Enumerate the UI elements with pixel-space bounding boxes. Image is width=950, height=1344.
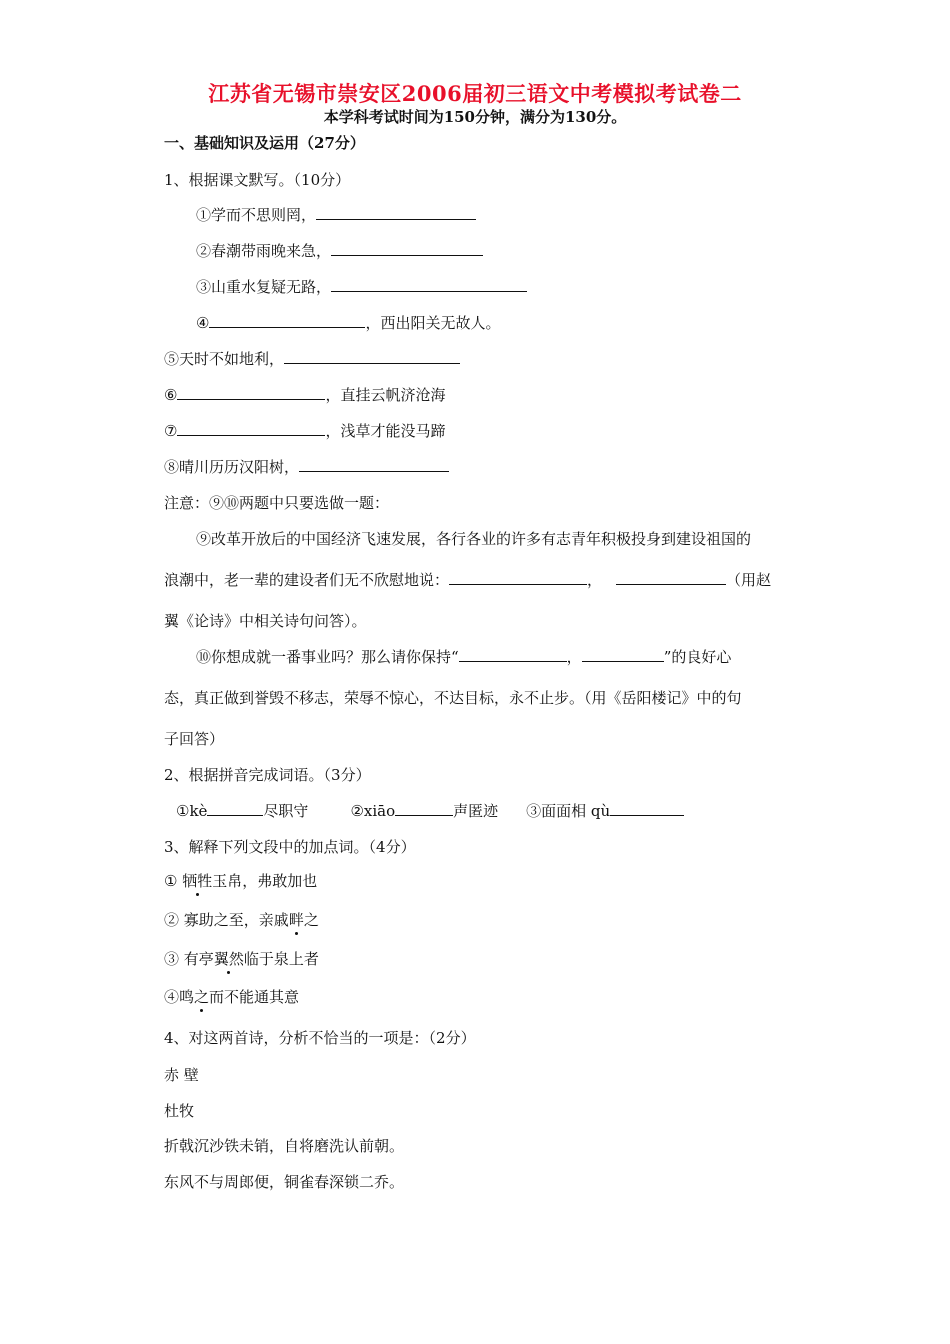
answer-blank[interactable] bbox=[449, 570, 587, 585]
q2-items: ①kè 尽职守 ②xiāo 声匿迹 ③面面相 qù bbox=[176, 801, 684, 821]
answer-blank[interactable] bbox=[177, 421, 325, 436]
dotted-word: 牺牲 bbox=[182, 872, 213, 890]
answer-blank[interactable] bbox=[331, 277, 527, 292]
section-heading: 一、基础知识及运用（27分） bbox=[164, 134, 365, 152]
answer-blank[interactable] bbox=[582, 647, 664, 662]
answer-blank[interactable] bbox=[299, 457, 449, 472]
dotted-word: 翼然 bbox=[213, 950, 244, 968]
q10-line-3: 子回答） bbox=[164, 730, 225, 748]
answer-blank[interactable] bbox=[284, 349, 460, 364]
answer-blank[interactable] bbox=[610, 801, 684, 816]
q10-line-2: 态，真正做到誉毁不移志，荣辱不惊心，不达目标，永不止步。（用《岳阳楼记》中的句 bbox=[164, 689, 742, 707]
q9-line-3: 翼《论诗》中相关诗句问答）。 bbox=[164, 612, 367, 630]
q10-line-1: ⑩你想成就一番事业吗？那么请你保持“ ， ”的良好心 bbox=[196, 648, 732, 666]
q2-heading: 2、根据拼音完成词语。（3分） bbox=[164, 766, 371, 784]
q3-item-4: ④鸣之而不能通其意 bbox=[164, 988, 300, 1006]
q9-line-1: ⑨改革开放后的中国经济飞速发展，各行各业的许多有志青年积极投身到建设祖国的 bbox=[196, 530, 752, 548]
poem-title: 赤 壁 bbox=[164, 1066, 199, 1084]
q1-heading: 1、根据课文默写。（10分） bbox=[164, 171, 351, 189]
answer-blank[interactable] bbox=[207, 801, 263, 816]
dotted-word: 畔 bbox=[288, 911, 304, 929]
poem-line-1: 折戟沉沙铁未销，自将磨洗认前朝。 bbox=[164, 1137, 405, 1155]
q3-item-2: ② 寡助之至，亲戚畔之 bbox=[164, 911, 319, 929]
answer-blank[interactable] bbox=[209, 313, 365, 328]
q3-item-3: ③ 有亭翼然临于泉上者 bbox=[164, 950, 319, 968]
poem-line-2: 东风不与周郎便，铜雀春深锁二乔。 bbox=[164, 1173, 405, 1191]
dotted-word: 之 bbox=[194, 988, 210, 1006]
poem-author: 杜牧 bbox=[164, 1102, 195, 1120]
exam-subtitle: 本学科考试时间为150分钟，满分为130分。 bbox=[323, 108, 627, 126]
q1-item-1: ①学而不思则罔， bbox=[196, 205, 476, 225]
answer-blank[interactable] bbox=[331, 241, 483, 256]
q1-item-7: ⑦ ，浅草才能没马蹄 bbox=[164, 422, 446, 440]
q1-item-3: ③山重水复疑无路， bbox=[196, 277, 527, 297]
answer-blank[interactable] bbox=[459, 647, 567, 662]
q1-item-4: ④ ，西出阳关无故人。 bbox=[196, 314, 501, 332]
q1-item-8: ⑧晴川历历汉阳树， bbox=[164, 457, 449, 477]
answer-blank[interactable] bbox=[316, 205, 476, 220]
q1-item-2: ②春潮带雨晚来急， bbox=[196, 241, 483, 261]
answer-blank[interactable] bbox=[395, 801, 453, 816]
q1-item-5: ⑤天时不如地利， bbox=[164, 349, 460, 369]
q3-item-1: ① 牺牲玉帛，弗敢加也 bbox=[164, 872, 318, 890]
q9-line-2: 浪潮中，老一辈的建设者们无不欣慰地说： ， （用赵 bbox=[164, 571, 772, 589]
q4-heading: 4、对这两首诗，分析不恰当的一项是：（2分） bbox=[164, 1029, 476, 1047]
q1-note: 注意：⑨⑩两题中只要选做一题： bbox=[164, 494, 390, 512]
answer-blank[interactable] bbox=[177, 385, 325, 400]
q3-heading: 3、解释下列文段中的加点词。（4分） bbox=[164, 838, 416, 856]
exam-title: 江苏省无锡市崇安区2006届初三语文中考模拟考试卷二 bbox=[208, 81, 742, 106]
answer-blank[interactable] bbox=[616, 570, 726, 585]
q1-item-6: ⑥ ，直挂云帆济沧海 bbox=[164, 386, 446, 404]
